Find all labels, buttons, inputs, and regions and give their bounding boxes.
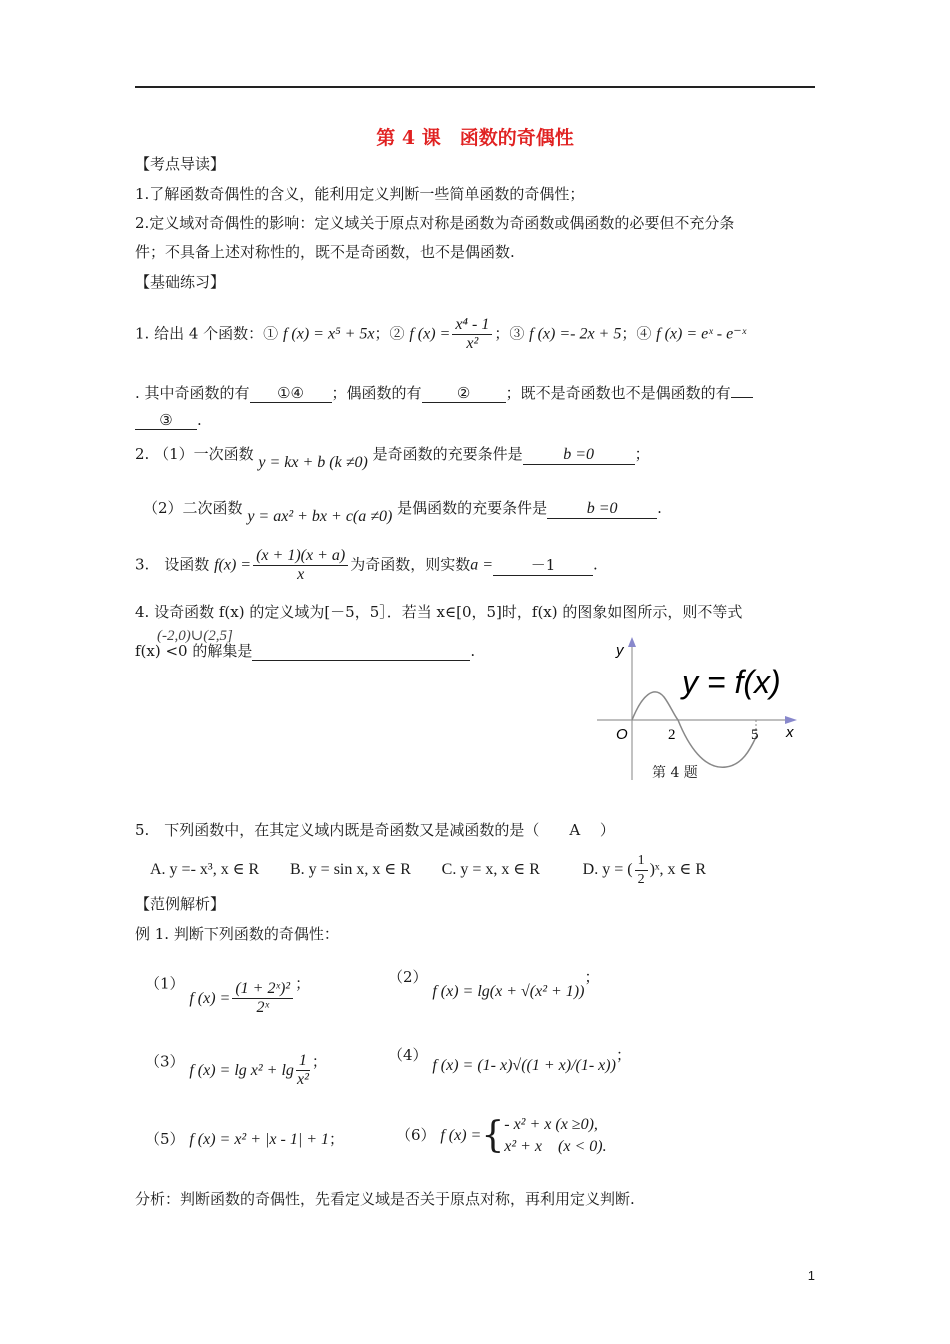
q3-lhs: f(x) = xyxy=(214,556,252,574)
question-1-line-3 xyxy=(135,411,202,430)
ex1-item-2 xyxy=(388,966,600,1000)
q3-denominator: x xyxy=(297,566,305,583)
page-number: 1 xyxy=(807,1268,815,1283)
q1-odd-label: . 其中奇函数的有 xyxy=(135,384,250,402)
ex1-f3-denominator: x² xyxy=(296,1071,309,1088)
graph-y-label: y xyxy=(616,642,624,659)
section-fanli: 【范例解析】 xyxy=(135,895,226,913)
ex1-f4-semicolon: ； xyxy=(615,1046,631,1064)
q3-variable: a = xyxy=(470,556,494,574)
q1-neither-answer: ③ xyxy=(135,411,197,430)
q5-option-b: B. y = sin x, x ∈ R xyxy=(290,861,411,879)
ex1-index-6: （6） xyxy=(396,1126,436,1144)
q1-end: . xyxy=(197,411,202,429)
ex1-f6-brace: { xyxy=(481,1115,505,1156)
q1-function-1: f (x) = x⁵ + 5x xyxy=(282,325,375,343)
ex1-item-6 xyxy=(396,1114,607,1158)
graph-x-label: x xyxy=(786,724,794,741)
q1-mark-1: ① xyxy=(263,324,279,343)
q2-p2-function: y = ax² + bx + c(a ≠0) xyxy=(247,508,393,525)
header-rule xyxy=(135,86,815,88)
q3-prefix: 3. 设函数 xyxy=(135,555,210,574)
q4-end: . xyxy=(470,642,476,660)
question-3 xyxy=(135,547,598,584)
q2-p1-prefix: 2. （1）一次函数 xyxy=(135,445,254,463)
q1-function-2-fraction xyxy=(452,316,492,353)
q2-p2-end: . xyxy=(657,499,662,517)
ex1-f5: f (x) = x² + |x - 1| + 1 xyxy=(189,1131,330,1148)
section-jichu: 【基础练习】 xyxy=(135,273,226,291)
guide-line-3: 件；不具备上述对称性的，既不是奇函数，也不是偶函数. xyxy=(135,243,515,261)
q5-d-denominator: 2 xyxy=(637,872,645,887)
example-1-title: 例 1. 判断下列函数的奇偶性： xyxy=(135,925,339,943)
q1-f2-denominator: x² xyxy=(466,335,479,352)
question-2-part-1 xyxy=(135,443,650,471)
q2-p1-function: y = kx + b (k ≠0) xyxy=(258,454,368,471)
q5-option-d xyxy=(582,853,707,887)
page-title: 第 4 课 函数的奇偶性 xyxy=(376,127,574,149)
q1-neither-blank-start xyxy=(731,397,753,398)
q1-even-answer: ② xyxy=(422,384,506,403)
q2-p1-answer: b =0 xyxy=(523,446,635,465)
q1-mark-2: ；② xyxy=(374,324,405,343)
ex1-f1-lhs: f (x) = xyxy=(189,989,231,1007)
ex1-index-4: （4） xyxy=(388,1046,428,1064)
ex1-index-3: （3） xyxy=(145,1052,185,1071)
q3-fraction xyxy=(253,547,348,584)
ex1-f2-semicolon: ； xyxy=(584,968,600,986)
q1-mark-3: ；③ xyxy=(494,324,525,343)
ex1-f4: f (x) = (1- x)√((1 + x)/(1- x)) xyxy=(432,1057,616,1074)
graph-tick-2: 2 xyxy=(668,727,676,743)
q1-mark-4: ；④ xyxy=(621,324,652,343)
q4-blank xyxy=(252,642,470,661)
ex1-f1-fraction xyxy=(232,980,293,1017)
ex1-index-1: （1） xyxy=(145,974,185,993)
guide-line-1: 1.了解函数奇偶性的含义，能利用定义判断一些简单函数的奇偶性； xyxy=(135,185,585,203)
question-4-line-2 xyxy=(135,640,475,661)
ex1-f1-denominator: 2ˣ xyxy=(256,999,269,1016)
question-1-line-2 xyxy=(135,382,753,403)
ex1-item-3 xyxy=(145,1044,327,1088)
q1-neither-label: ；既不是奇函数也不是偶函数的有 xyxy=(505,384,731,402)
graph-function-label: y = f(x) xyxy=(682,664,781,700)
q1-f2-numerator: x⁴ - 1 xyxy=(452,316,492,335)
question-1-line-1 xyxy=(135,316,746,353)
question-2-part-2 xyxy=(143,497,662,525)
ex1-index-5: （5） xyxy=(145,1130,185,1148)
question-5-stem: 5. 下列函数中，在其定义域内既是奇函数又是减函数的是（ A ） xyxy=(135,821,615,839)
ex1-f6-cases xyxy=(504,1114,606,1158)
q3-numerator: (x + 1)(x + a) xyxy=(253,547,348,566)
y-axis-arrow xyxy=(628,637,636,647)
ex1-item-5 xyxy=(145,1128,344,1149)
ex1-f3-fraction xyxy=(296,1052,310,1089)
q2-p1-end: ； xyxy=(634,445,650,463)
ex1-f2: f (x) = lg(x + √(x² + 1)) xyxy=(432,983,585,1000)
guide-line-2: 2.定义域对奇偶性的影响：定义域关于原点对称是函数为奇函数或偶函数的必要但不充分条 xyxy=(135,214,735,232)
analysis-text: 分析：判断函数的奇偶性，先看定义域是否关于原点对称，再利用定义判断. xyxy=(135,1190,635,1208)
q2-p2-prefix: （2）二次函数 xyxy=(143,499,243,517)
question-4-line-1: 4. 设奇函数 f(x) 的定义域为[－5，5］．若当 x∈[0，5]时，f(x) 的图象如图所示，则不等式 xyxy=(135,603,743,621)
ex1-f3-semicolon: ； xyxy=(311,1052,327,1071)
q3-post: 为奇函数，则实数 xyxy=(350,555,471,574)
ex1-f3-lhs: f (x) = lg x² + lg xyxy=(189,1061,294,1079)
q5-d-numerator: 1 xyxy=(635,852,648,871)
ex1-f6-case-2: x² + x (x < 0). xyxy=(504,1138,607,1155)
ex1-f6-case-1: - x² + x (x ≥0), xyxy=(504,1116,598,1133)
q5-options xyxy=(150,852,706,889)
q1-intro: 1. 给出 4 个函数： xyxy=(135,324,264,343)
ex1-item-4 xyxy=(388,1044,631,1074)
q2-p2-condition-label: 是偶函数的充要条件是 xyxy=(397,499,548,517)
figure-caption: 第 4 题 xyxy=(652,765,698,781)
q1-function-3: f (x) =- 2x + 5 xyxy=(529,325,622,343)
ex1-f1-semicolon: ； xyxy=(295,974,311,993)
q4-answer: (-2,0)∪(2,5] xyxy=(157,628,233,644)
q2-p1-condition-label: 是奇函数的充要条件是 xyxy=(372,445,523,463)
q1-even-label: ；偶函数的有 xyxy=(331,384,422,402)
q1-odd-answer: ①④ xyxy=(250,384,332,403)
ex1-item-1 xyxy=(145,966,311,1016)
section-kaodian: 【考点导读】 xyxy=(135,155,226,173)
q3-answer: －1 xyxy=(493,554,593,576)
ex1-f5-semicolon: ； xyxy=(329,1130,345,1148)
q1-function-2-lhs: f (x) = xyxy=(409,325,451,343)
graph-origin: O xyxy=(616,726,628,743)
ex1-f1-numerator: (1 + 2ˣ)² xyxy=(232,980,293,999)
graph-tick-5: 5 xyxy=(751,727,759,743)
q3-end: . xyxy=(593,555,598,574)
ex1-f6-lhs: f (x) = xyxy=(440,1127,482,1144)
function-curve xyxy=(632,692,756,767)
q5-option-c: C. y = x, x ∈ R xyxy=(441,861,540,879)
q5-d-fraction xyxy=(635,852,648,889)
q2-p2-answer: b =0 xyxy=(547,500,657,519)
q5-d-suffix: )ˣ, x ∈ R xyxy=(649,861,707,879)
x-axis-arrow xyxy=(785,716,797,724)
q5-option-a: A. y =- x³, x ∈ R xyxy=(150,861,260,879)
ex1-f3-numerator: 1 xyxy=(296,1052,310,1071)
q4-prompt: f(x) <0 的解集是 xyxy=(135,642,253,660)
ex1-index-2: （2） xyxy=(388,968,428,986)
q1-function-4: f (x) = eˣ - e⁻ˣ xyxy=(656,325,747,343)
q5-d-prefix: D. y = ( xyxy=(582,861,633,879)
